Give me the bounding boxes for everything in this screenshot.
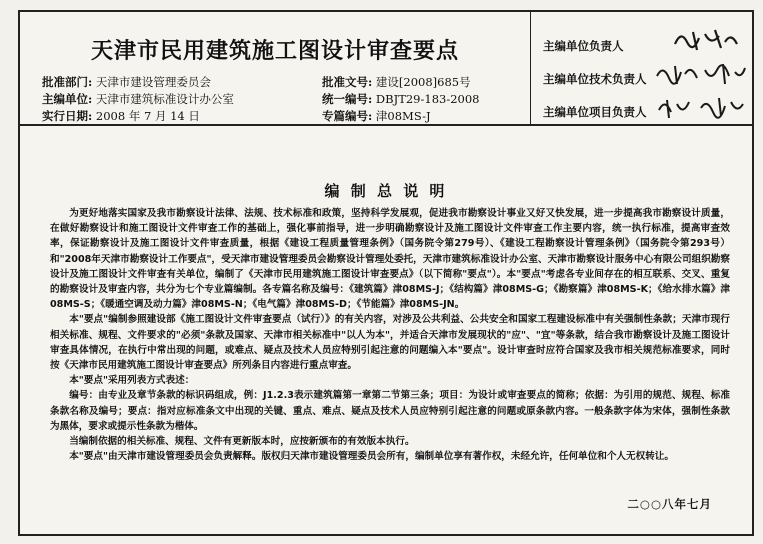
album-no-label: 专篇编号: <box>322 109 373 123</box>
unit-head-label: 主编单位负责人 <box>543 39 624 53</box>
approval-no-label: 批准文号: <box>322 75 373 89</box>
unit-head-signature <box>671 24 741 54</box>
title-block <box>20 12 531 124</box>
chief-unit-label: 主编单位: <box>42 92 93 106</box>
unified-no-value: DBJT29-183-2008 <box>375 92 480 106</box>
chief-unit-value: 天津市建筑标准设计办公室 <box>95 92 234 106</box>
impl-date-label: 实行日期: <box>42 109 93 123</box>
impl-date-value: 2008 年 7 月 14 日 <box>95 109 200 123</box>
project-head-label: 主编单位项目负责人 <box>543 105 647 119</box>
header <box>20 12 752 126</box>
album-no-value: 津08MS-J <box>375 109 431 123</box>
document-date: 二○○八年七月 <box>627 497 712 511</box>
impl-date <box>42 108 200 124</box>
approval-dept-label: 批准部门: <box>42 75 93 89</box>
body <box>20 124 752 534</box>
chief-unit <box>42 91 234 107</box>
approval-no <box>322 74 471 90</box>
tech-head-signature <box>655 60 747 88</box>
section-title: 编 制 总 说 明 <box>324 182 448 200</box>
description-text <box>50 206 730 464</box>
paragraph: 编号：由专业及章节条款的标识码组成，例：J1.2.3表示建筑篇第一章第二节第三条；项目：为设计或审查要点的简称；依据：为引用的规范、规程、标准条款名称及编号；要点：指对应标准条文中出现的关键、重点、难点、疑点及技术人员应特别引起注意的问题或原条款内容。一般条款字体为宋体，强制性条款为黑体，要求或提示性条款为楷体。 <box>50 390 730 432</box>
approval-dept <box>42 74 211 90</box>
paragraph: 本"要点"采用列表方式表述： <box>69 375 195 387</box>
signature-block <box>531 12 752 124</box>
paragraph: 为更好地落实国家及我市勘察设计法律、法规、技术标准和政策，坚持科学发展观，促进我市勘察设计事业又好又快发展，进一步提高我市勘察设计质量，在做好勘察设计和施工图设计文件审查工作的基础上，强化事前指导，进一步明确勘察设计及施工图设计文件审查工作主要内容，统一执行标准，提高审查效率，保证勘察设计及施工图设计文件审查质量，根据《建设工程质量管理条例》（国务院令第279号）、《建设工程勘察设计管理条例》（国务院令第293号）和"2008年天津市勘察设计工作要点"，受天津市建设管理委员会勘察设计管理处委托，天津市建筑标准设计办公室、天津市勘察设计服务中心有限公司组织勘察设计及施工图设计文件审查有关单位，编制了《天津市民用建筑施工图设计审查要点》（以下简称"要点"）。本"要点"考虑各专业间存在的相互联系、交叉、重复的勘察设计及审查内容，共分为七个专业篇编制。各专篇名称及编号：《建筑篇》津08MS-J；《结构篇》津08MS-G；《勘察篇》津08MS-K；《给水排水篇》津08MS-S；《暖通空调及动力篇》津08MS-N；《电气篇》津08MS-D；《节能篇》津08MS-JN。 <box>50 208 730 311</box>
approval-dept-value: 天津市建设管理委员会 <box>95 75 211 89</box>
project-head-signature <box>655 92 747 120</box>
approval-no-value: 建设[2008]685号 <box>375 75 471 89</box>
album-no <box>322 108 431 124</box>
unified-no-label: 统一编号: <box>322 92 373 106</box>
paragraph: 本"要点"由天津市建设管理委员会负责解释。版权归天津市建设管理委员会所有，编制单位享有著作权，未经允许，任何单位和个人无权转让。 <box>69 451 674 463</box>
unified-no <box>322 91 479 107</box>
document-title: 天津市民用建筑施工图设计审查要点 <box>90 39 459 64</box>
paragraph: 当编制依据的相关标准、规程、文件有更新版本时，应按新颁布的有效版本执行。 <box>69 436 415 448</box>
document-sheet <box>18 10 754 536</box>
paragraph: 本"要点"编制参照建设部《施工图设计文件审查要点（试行）》的有关内容，对涉及公共利益、公共安全和国家工程建设标准中有关强制性条款；天津市现行相关标准、规程、文件要求的"必须"条款及国家、天津市相关标准中"以人为本"，并适合天津市发展现状的"应"、"宜"等条款，结合我市勘察设计及施工图设计审查具体情况，在执行中常出现的问题，或难点、疑点及技术人员应特别引起注意的问题编入本"要点"。设计审查时应符合国家及我市相关规范标准要求，同时按《天津市民用建筑施工图设计审查要点》所列条目内容进行重点审查。 <box>50 314 730 372</box>
tech-head-label: 主编单位技术负责人 <box>543 72 647 86</box>
